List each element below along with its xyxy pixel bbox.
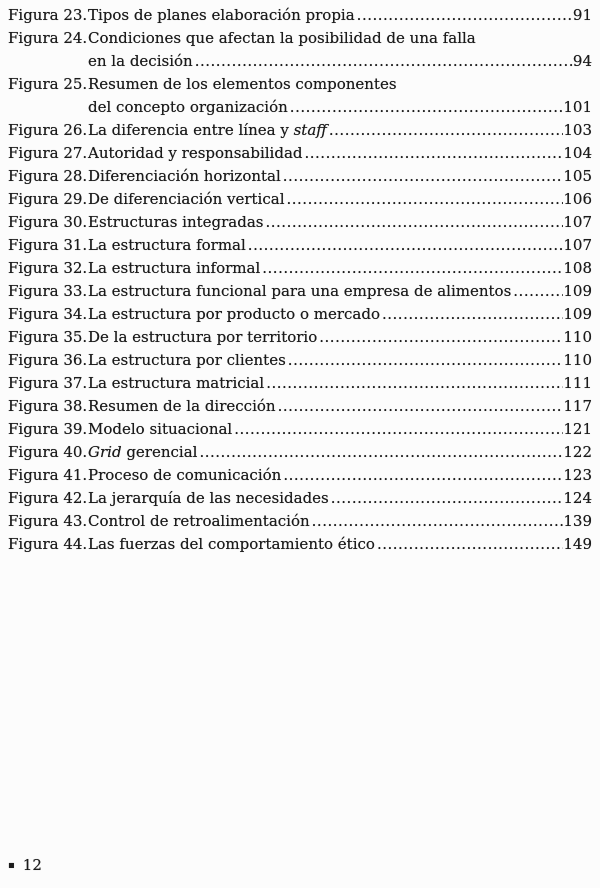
figure-page-number: 117 <box>563 397 592 415</box>
figure-label: Figura 30. <box>8 213 88 231</box>
figure-title-block <box>88 234 592 257</box>
figure-title-line <box>88 395 592 418</box>
figure-title-line <box>88 188 592 211</box>
dot-leader <box>327 119 563 142</box>
figure-page-number: 123 <box>563 466 592 484</box>
figure-page-number: 101 <box>563 98 592 116</box>
figure-title-line <box>88 96 592 119</box>
figure-title-text: en la decisión <box>88 52 193 70</box>
figure-title-text: La estructura matricial <box>88 374 265 392</box>
figure-title-block <box>88 27 592 73</box>
figure-label: Figura 25. <box>8 75 88 93</box>
figure-entry <box>8 4 592 27</box>
figure-page-number: 109 <box>563 282 592 300</box>
figure-entry <box>8 142 592 165</box>
figure-title-line <box>88 533 592 556</box>
figure-label: Figura 34. <box>8 305 88 323</box>
figure-title-text: Control de retroalimentación <box>88 512 310 530</box>
figure-entry <box>8 257 592 280</box>
figure-title-line <box>88 303 592 326</box>
figure-entry <box>8 165 592 188</box>
figure-page-number: 106 <box>563 190 592 208</box>
figure-title-block <box>88 188 592 211</box>
figure-title-line <box>88 50 592 73</box>
figure-title-line <box>88 349 592 372</box>
figure-title-text: del concepto organización <box>88 98 288 116</box>
figure-entry <box>8 510 592 533</box>
figure-title-block <box>88 303 592 326</box>
figure-title-text: La estructura funcional para una empresa de alimentos <box>88 282 512 300</box>
figure-title-text: Proceso de comunicación <box>88 466 282 484</box>
figure-label: Figura 23. <box>8 6 88 24</box>
figure-entry <box>8 27 592 73</box>
figure-page-number: 110 <box>563 351 592 369</box>
figure-title-block <box>88 487 592 510</box>
figure-title-text: Tipos de planes elaboración propia <box>88 6 355 24</box>
figure-entry <box>8 73 592 119</box>
dot-leader <box>232 418 563 441</box>
figure-label: Figura 38. <box>8 397 88 415</box>
figure-entry <box>8 280 592 303</box>
figure-title-line <box>88 280 592 303</box>
figure-page-number: 103 <box>563 121 592 139</box>
figure-page-number: 124 <box>563 489 592 507</box>
figure-label: Figura 33. <box>8 282 88 300</box>
figure-title-line <box>88 510 592 533</box>
dot-leader <box>281 165 564 188</box>
figure-title-text: La diferencia entre línea y staff <box>88 121 327 139</box>
figure-title-text: La estructura por clientes <box>88 351 286 369</box>
figure-page-number: 122 <box>563 443 592 461</box>
dot-leader <box>197 441 563 464</box>
figure-title-line <box>88 165 592 188</box>
dot-leader <box>329 487 564 510</box>
figure-page-number: 107 <box>563 213 592 231</box>
figure-title-text: Estructuras integradas <box>88 213 264 231</box>
figure-label: Figura 26. <box>8 121 88 139</box>
figure-title-text: La jerarquía de las necesidades <box>88 489 329 507</box>
dot-leader <box>286 349 564 372</box>
figure-entry <box>8 464 592 487</box>
figure-title-block <box>88 418 592 441</box>
figure-title-block <box>88 349 592 372</box>
dot-leader <box>303 142 564 165</box>
figure-title-block <box>88 464 592 487</box>
figure-label: Figura 24. <box>8 29 88 47</box>
figure-title-line <box>88 372 592 395</box>
figure-title-text: Diferenciación horizontal <box>88 167 281 185</box>
figure-label: Figura 32. <box>8 259 88 277</box>
figure-page-number: 121 <box>563 420 592 438</box>
figure-title-block <box>88 533 592 556</box>
dot-leader <box>380 303 563 326</box>
figures-list <box>8 4 592 556</box>
dot-leader <box>264 372 563 395</box>
figure-entry <box>8 349 592 372</box>
figure-title-text: La estructura formal <box>88 236 246 254</box>
dot-leader <box>260 257 563 280</box>
figure-label: Figura 43. <box>8 512 88 530</box>
figure-entry <box>8 533 592 556</box>
footer-bullet-icon: ▪ <box>8 859 15 871</box>
figure-title-text: La estructura informal <box>88 259 261 277</box>
figure-title-line <box>88 4 592 27</box>
figure-title-line <box>88 27 592 50</box>
dot-leader <box>288 96 564 119</box>
figure-title-line <box>88 119 592 142</box>
figure-entry <box>8 372 592 395</box>
dot-leader <box>285 188 564 211</box>
dot-leader <box>375 533 563 556</box>
figure-title-line <box>88 257 592 280</box>
figure-entry <box>8 119 592 142</box>
figure-label: Figura 31. <box>8 236 88 254</box>
figure-title-line <box>88 142 592 165</box>
figure-title-block <box>88 142 592 165</box>
figure-entry <box>8 395 592 418</box>
figure-title-line <box>88 464 592 487</box>
figure-entry <box>8 234 592 257</box>
figure-title-block <box>88 280 592 303</box>
figure-title-block <box>88 395 592 418</box>
figure-title-block <box>88 372 592 395</box>
dot-leader <box>310 510 564 533</box>
figure-label: Figura 37. <box>8 374 88 392</box>
figure-title-block <box>88 4 592 27</box>
figure-page-number: 91 <box>572 6 592 24</box>
figure-page-number: 149 <box>563 535 592 553</box>
figure-label: Figura 41. <box>8 466 88 484</box>
figure-label: Figura 35. <box>8 328 88 346</box>
figure-page-number: 105 <box>563 167 592 185</box>
figure-title-text: Modelo situacional <box>88 420 233 438</box>
figure-title-block <box>88 441 592 464</box>
figure-entry <box>8 441 592 464</box>
figure-title-line <box>88 441 592 464</box>
figure-label: Figura 42. <box>8 489 88 507</box>
figure-page-number: 109 <box>563 305 592 323</box>
figure-title-text: La estructura por producto o mercado <box>88 305 380 323</box>
figure-entry <box>8 211 592 234</box>
dot-leader <box>246 234 564 257</box>
figure-title-text: Grid gerencial <box>88 443 198 461</box>
figure-entry <box>8 487 592 510</box>
figure-title-text: De diferenciación vertical <box>88 190 285 208</box>
figure-title-block <box>88 257 592 280</box>
figure-label: Figura 29. <box>8 190 88 208</box>
figure-title-block <box>88 119 592 142</box>
figure-title-line <box>88 73 592 96</box>
figure-title-line <box>88 487 592 510</box>
figure-label: Figura 27. <box>8 144 88 162</box>
figure-page-number: 108 <box>563 259 592 277</box>
figure-title-line <box>88 211 592 234</box>
figure-title-block <box>88 165 592 188</box>
figure-entry <box>8 303 592 326</box>
figure-label: Figura 40. <box>8 443 88 461</box>
page-footer <box>8 857 42 874</box>
figure-title-block <box>88 211 592 234</box>
dot-leader <box>317 326 563 349</box>
figure-entry <box>8 418 592 441</box>
dot-leader <box>355 4 573 27</box>
dot-leader <box>511 280 563 303</box>
figure-label: Figura 39. <box>8 420 88 438</box>
figure-title-text: Las fuerzas del comportamiento ético <box>88 535 375 553</box>
figure-page-number: 107 <box>563 236 592 254</box>
figure-title-text: Condiciones que afectan la posibilidad de una falla <box>88 29 476 47</box>
dot-leader <box>276 395 564 418</box>
figure-label: Figura 28. <box>8 167 88 185</box>
figure-page-number: 111 <box>563 374 592 392</box>
dot-leader <box>264 211 564 234</box>
figure-title-line <box>88 234 592 257</box>
dot-leader <box>281 464 563 487</box>
figure-page-number: 139 <box>563 512 592 530</box>
figure-title-text: Resumen de los elementos componentes <box>88 75 397 93</box>
footer-page-number: 12 <box>22 856 42 874</box>
figure-title-text: Autoridad y responsabilidad <box>88 144 303 162</box>
figure-page-number: 94 <box>572 52 592 70</box>
figure-entry <box>8 326 592 349</box>
figure-label: Figura 36. <box>8 351 88 369</box>
figure-title-block <box>88 510 592 533</box>
figure-title-line <box>88 418 592 441</box>
figure-label: Figura 44. <box>8 535 88 553</box>
figure-page-number: 104 <box>563 144 592 162</box>
figure-title-block <box>88 326 592 349</box>
figure-title-text: Resumen de la dirección <box>88 397 276 415</box>
figure-entry <box>8 188 592 211</box>
dot-leader <box>193 50 573 73</box>
figure-title-text: De la estructura por territorio <box>88 328 318 346</box>
figure-title-line <box>88 326 592 349</box>
figure-title-block <box>88 73 592 119</box>
figure-page-number: 110 <box>563 328 592 346</box>
